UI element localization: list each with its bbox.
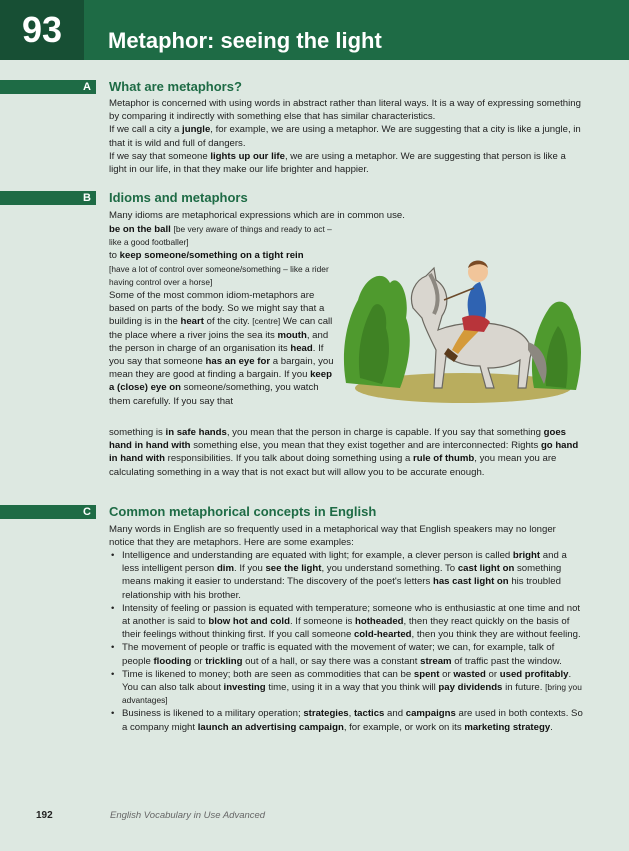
book-title: English Vocabulary in Use Advanced — [110, 810, 266, 821]
unit-number: 93 — [0, 0, 84, 60]
list-item: • Intensity of feeling or passion is equated with temperature; someone who is enthusiastic at one time and not at another is said to blow hot and cold. If someone is hotheaded, then they react quickly on the basis of their feelings without thinking first. If you call someone cold-hearted, then you think they are without feeling. — [109, 602, 585, 642]
section-b-bar — [0, 191, 96, 205]
page-number: 192 — [36, 810, 53, 821]
section-b-title: Idioms and metaphors — [109, 190, 248, 205]
list-item: • Time is likened to money; both are seen as commodities that can be spent or wasted or used profitably. You can also talk about investing time, using it in a way that you think will pay dividends in future. [bring you advantages] — [109, 668, 585, 708]
list-item: • The movement of people or traffic is equated with the movement of water; we can, for example, talk of people flooding or trickling out of a hall, or say there was a constant stream of traffic past the window. — [109, 641, 585, 667]
section-b-narrow-text: be on the ball [be very aware of things and ready to act – like a good footballer] to keep someone/something on a tight rein [have a lot of control over someone/something – like a rider having control over a horse] Some of the most common idiom-metaphors are based on parts of the body. So we might say that a building is in the heart of the city. [centre] We can call the place where a river joins the sea its mouth, and the person in charge of an organisation its head. If you say that someone has an eye for a bargain, you mean they are good at finding a bargain. If you keep a (close) eye on someone/something, you watch them carefully. If you say that — [109, 224, 334, 407]
section-a-text: Metaphor is concerned with using words in abstract rather than literal ways. It is a way of expressing something by comparing it indirectly with something else that has similar characteristics. If we call a city a jungle, for example, we are using a metaphor. We are suggesting that a city is like a jungle, in that it is wild and full of dangers. If we say that someone lights up our life, we are using a metaphor. We are suggesting that person is like a light in our life, in that they make our life brighter and happier. — [109, 98, 581, 176]
section-c-bar — [0, 505, 96, 519]
list-item: • Intelligence and understanding are equated with light; for example, a clever person is called bright and a less intelligent person dim. If you see the light, you understand something. To cast light on something means making it easier to understand: The discovery of the poet's letters has cast light on his troubled relationship with his brother. — [109, 549, 585, 602]
section-c-title: Common metaphorical concepts in English — [109, 504, 377, 519]
list-item: • Business is likened to a military operation; strategies, tactics and campaigns are used in both contexts. So a company might launch an advertising campaign, for example, or work on its marketing strategy. — [109, 707, 585, 733]
unit-header — [0, 0, 629, 60]
horse-rider-illustration — [338, 238, 588, 408]
section-b-letter: B — [83, 192, 91, 204]
metaphor-concepts-list — [109, 549, 585, 734]
section-a-bar — [0, 80, 96, 94]
unit-title: Metaphor: seeing the light — [108, 28, 382, 53]
section-c-intro: Many words in English are so frequently used in a metaphorical way that English speakers may no longer notice that they are metaphors. Here are some examples: — [109, 524, 556, 549]
section-b-intro: Many idioms are metaphorical expressions which are in common use. — [109, 210, 405, 221]
section-a-title: What are metaphors? — [109, 79, 242, 94]
section-a-letter: A — [83, 81, 91, 93]
section-b-wide-text: something is in safe hands, you mean that the person in charge is capable. If you say that something goes hand in hand with something else, you mean that they exist together and are interconnected: Rights go hand in hand with responsibilities. If you talk about doing something using a rule of thumb, you mean you are calculating something in a way that is not exact but will allow you to be accurate enough. — [109, 427, 579, 478]
section-c-letter: C — [83, 506, 91, 518]
